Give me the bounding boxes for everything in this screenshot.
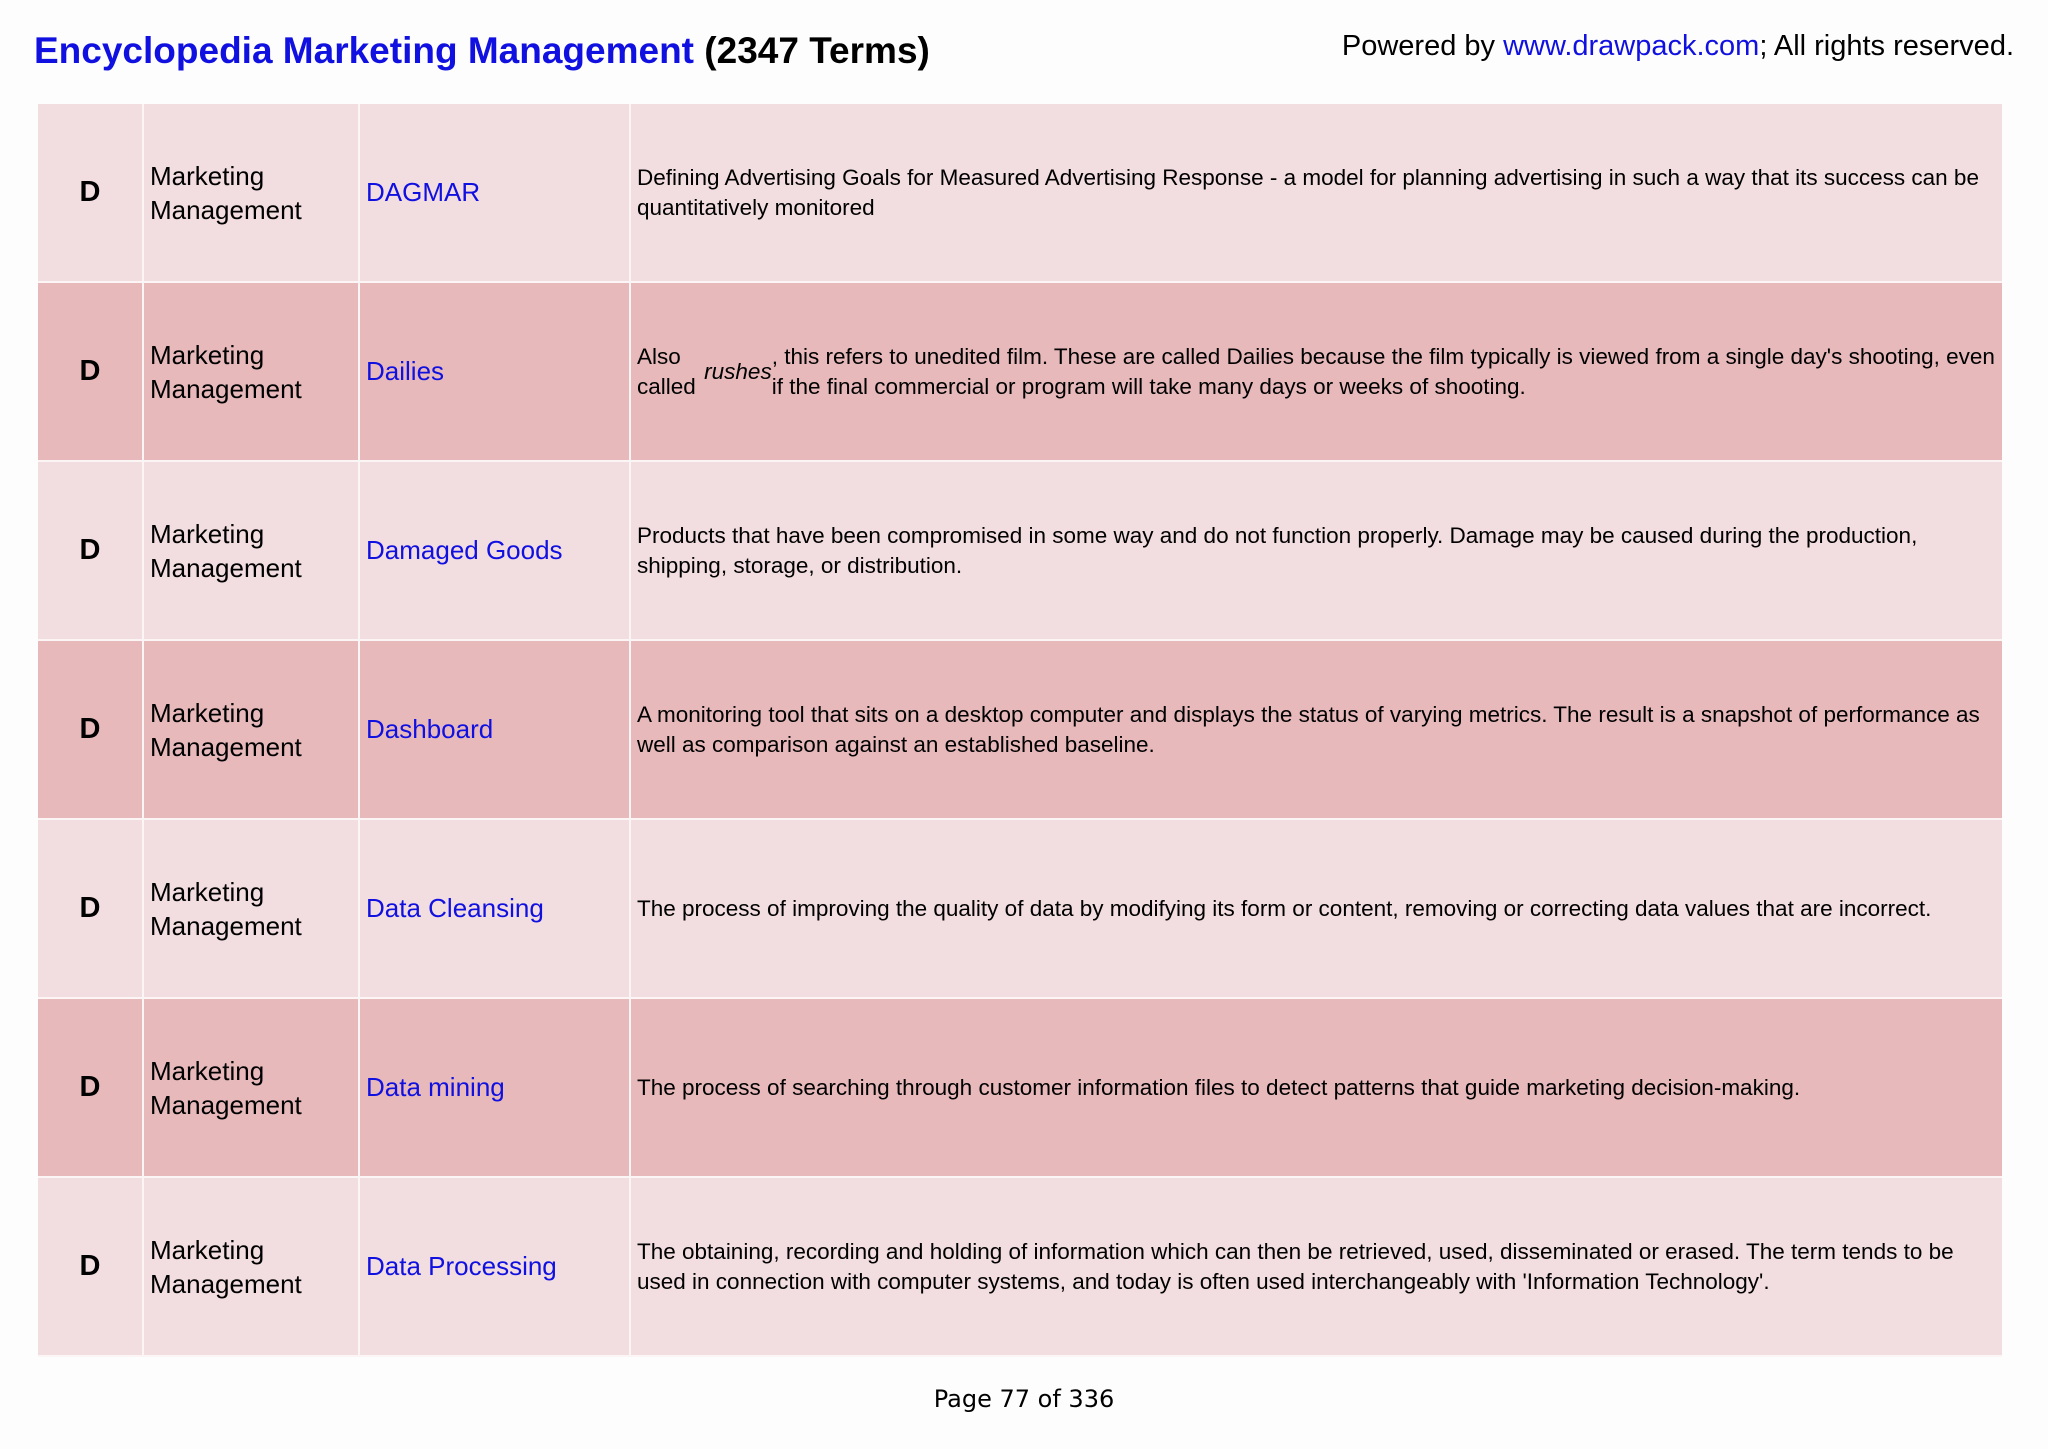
term-link[interactable]: Dashboard bbox=[360, 641, 631, 818]
page-number: Page 77 of 336 bbox=[933, 1385, 1115, 1413]
term-link[interactable]: Data mining bbox=[360, 999, 631, 1176]
terms-table bbox=[38, 104, 2002, 1357]
term-link[interactable]: DAGMAR bbox=[360, 104, 631, 281]
category-cell: Marketing Management bbox=[144, 104, 360, 281]
category-cell: Marketing Management bbox=[144, 1178, 360, 1355]
definition-cell: The process of searching through customer information files to detect patterns that guide marketing decision-making. bbox=[637, 1074, 1801, 1100]
definition-cell: Products that have been compromised in some way and do not function properly. Damage may be caused during the production, shipping, storage, or distribution. bbox=[637, 522, 1918, 578]
table-row bbox=[38, 283, 2002, 462]
letter-cell: D bbox=[38, 283, 144, 460]
category-cell: Marketing Management bbox=[144, 820, 360, 997]
rights-text: ; All rights reserved. bbox=[1759, 30, 2014, 62]
title-term-count: (2347 Terms) bbox=[694, 30, 930, 71]
definition-text-end: , this refers to unedited film. These are called Dailies because the film typically is viewed from a single day's shooting, even if the final commercial or program will take many days or weeks of shooting. bbox=[771, 343, 1995, 399]
powered-prefix: Powered by bbox=[1341, 30, 1504, 62]
category-cell: Marketing Management bbox=[144, 462, 360, 639]
letter-cell: D bbox=[38, 641, 144, 818]
category-cell: Marketing Management bbox=[144, 999, 360, 1176]
page-title bbox=[34, 30, 930, 72]
definition-text-start: Also called bbox=[637, 343, 696, 399]
letter-cell: D bbox=[38, 1178, 144, 1355]
table-row bbox=[38, 104, 2002, 283]
definition-cell: The obtaining, recording and holding of information which can then be retrieved, used, disseminated or erased. The term tends to be used in connection with computer systems, and today is often used interchangeably with 'Information Technology'. bbox=[637, 1238, 1954, 1294]
letter-cell: D bbox=[38, 999, 144, 1176]
page-header bbox=[34, 30, 2014, 80]
table-row bbox=[38, 641, 2002, 820]
term-link[interactable]: Data Processing bbox=[360, 1178, 631, 1355]
definition-cell: A monitoring tool that sits on a desktop computer and displays the status of varying metrics. The result is a snapshot of performance as well as comparison against an established baseline. bbox=[637, 701, 1980, 757]
definition-italic-term: rushes bbox=[704, 358, 772, 384]
term-link[interactable]: Data Cleansing bbox=[360, 820, 631, 997]
category-cell: Marketing Management bbox=[144, 641, 360, 818]
letter-cell: D bbox=[38, 820, 144, 997]
drawpack-link[interactable]: www.drawpack.com bbox=[1503, 30, 1760, 62]
definition-cell bbox=[631, 283, 2002, 460]
table-row bbox=[38, 462, 2002, 641]
table-row bbox=[38, 999, 2002, 1178]
term-link[interactable]: Damaged Goods bbox=[360, 462, 631, 639]
definition-cell: The process of improving the quality of data by modifying its form or content, removing or correcting data values that are incorrect. bbox=[637, 895, 1932, 921]
table-row bbox=[38, 1178, 2002, 1357]
title-brand[interactable]: Encyclopedia Marketing Management bbox=[34, 30, 695, 71]
category-cell: Marketing Management bbox=[144, 283, 360, 460]
term-link[interactable]: Dailies bbox=[360, 283, 631, 460]
letter-cell: D bbox=[38, 462, 144, 639]
definition-cell: Defining Advertising Goals for Measured Advertising Response - a model for planning advertising in such a way that its success can be quantitatively monitored bbox=[637, 164, 1979, 220]
table-row bbox=[38, 820, 2002, 999]
powered-by-notice bbox=[1342, 30, 2014, 63]
letter-cell: D bbox=[38, 104, 144, 281]
